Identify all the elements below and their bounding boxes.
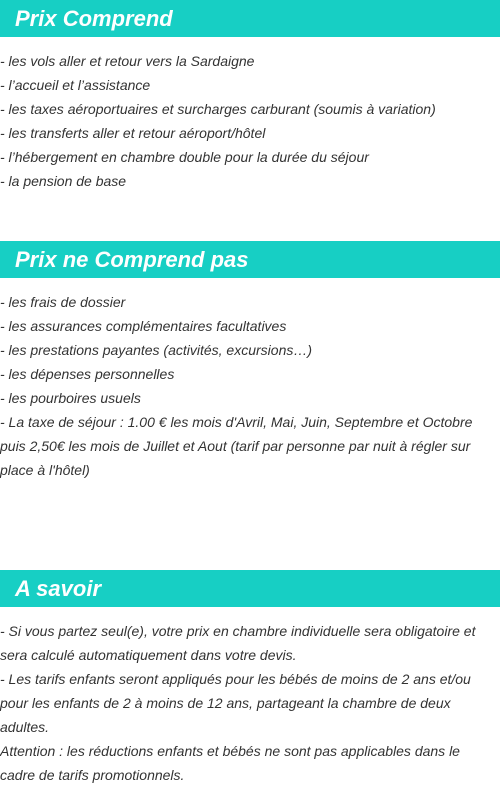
- list-item: - les taxes aéroportuaires et surcharges carburant (soumis à variation): [0, 101, 436, 117]
- section-title-a-savoir: A savoir: [0, 570, 500, 607]
- list-item: - les assurances complémentaires facultatives: [0, 318, 287, 334]
- list-prix-comprend: [0, 49, 500, 193]
- list-item: - les pourboires usuels: [0, 390, 141, 406]
- section-title-prix-comprend: Prix Comprend: [0, 0, 500, 37]
- list-item: - les dépenses personnelles: [0, 366, 175, 382]
- section-prix-ne-comprend: [0, 241, 500, 482]
- list-item: - l’hébergement en chambre double pour la durée du séjour: [0, 149, 369, 165]
- list-item: - les vols aller et retour vers la Sardaigne: [0, 53, 255, 69]
- list-a-savoir: [0, 619, 500, 787]
- list-item: - les frais de dossier: [0, 294, 126, 310]
- list-item: - les prestations payantes (activités, excursions…): [0, 342, 313, 358]
- section-title-prix-ne-comprend: Prix ne Comprend pas: [0, 241, 500, 278]
- list-item: - La taxe de séjour : 1.00 € les mois d'Avril, Mai, Juin, Septembre et Octobre puis 2,50€ les mois de Juillet et Aout (tarif par personne par nuit à régler sur place à l'hôtel): [0, 414, 473, 478]
- list-item: - la pension de base: [0, 173, 127, 189]
- list-item: Attention : les réductions enfants et bébés ne sont pas applicables dans le cadre de tarifs promotionnels.: [0, 743, 460, 783]
- section-prix-comprend: [0, 0, 500, 193]
- section-a-savoir: [0, 570, 500, 787]
- list-item: - les transferts aller et retour aéroport/hôtel: [0, 125, 266, 141]
- list-item: - Les tarifs enfants seront appliqués pour les bébés de moins de 2 ans et/ou pour les enfants de 2 à moins de 12 ans, partageant la chambre de deux adultes.: [0, 671, 471, 735]
- list-item: - Si vous partez seul(e), votre prix en chambre individuelle sera obligatoire et sera calculé automatiquement dans votre devis.: [0, 623, 476, 663]
- list-prix-ne-comprend: [0, 290, 500, 482]
- list-item: - l’accueil et l’assistance: [0, 77, 151, 93]
